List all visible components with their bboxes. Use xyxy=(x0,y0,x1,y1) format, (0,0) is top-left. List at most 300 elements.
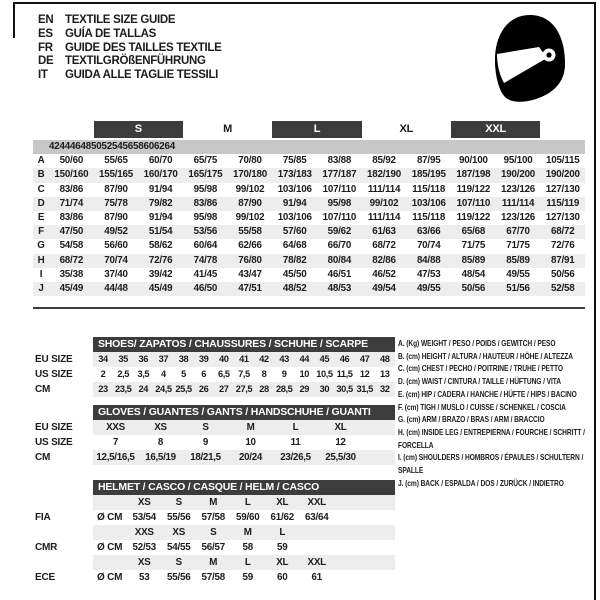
shoe-cm-size: 23 xyxy=(98,384,108,394)
shoe-eu-size: 48 xyxy=(380,354,390,364)
shoe-us-size: 4 xyxy=(161,369,166,379)
size-value-cell: 111/114 xyxy=(501,197,535,209)
fia-values xyxy=(93,510,395,525)
helmet-size-value: 55/56 xyxy=(166,572,191,583)
size-value-cell: 84/88 xyxy=(416,254,441,266)
shoe-us-size: 3,5 xyxy=(137,369,150,379)
size-table-row xyxy=(33,239,585,253)
helmet-size-label: XXL xyxy=(307,497,326,508)
helmet-icon xyxy=(490,12,570,104)
legend-item: A. (Kg) WEIGHT / PESO / POIDS / GEWITCH / PESO xyxy=(398,338,556,348)
size-value-cell: 177/187 xyxy=(322,169,357,181)
shoes-cm-values xyxy=(93,382,395,397)
size-column-header: 54 xyxy=(112,141,123,152)
size-value-cell: 83/88 xyxy=(327,155,352,167)
language-title: TEXTILE SIZE GUIDE xyxy=(65,14,176,26)
size-table-row xyxy=(33,183,585,197)
size-group-xl: XL xyxy=(399,123,414,135)
shoe-cm-size: 28 xyxy=(259,384,269,394)
legend-item: H. (cm) INSIDE LEG / ENTREPIERNA / FOURCHE / SCHRITT / FORCELLA xyxy=(398,426,585,450)
glove-eu-size: XL xyxy=(334,422,347,433)
shoe-us-size: 6,5 xyxy=(217,369,230,379)
size-value-cell: 51/56 xyxy=(506,282,530,294)
shoe-cm-size: 24,5 xyxy=(155,384,172,394)
shoe-cm-size: 27,5 xyxy=(235,384,253,394)
size-value-cell: 75/78 xyxy=(104,197,128,209)
measurement-row-label: C xyxy=(37,183,45,195)
language-row xyxy=(38,42,222,56)
size-value-cell: 82/86 xyxy=(372,254,396,266)
gloves-cm-row xyxy=(33,450,395,465)
language-row xyxy=(38,69,222,83)
size-value-cell: 75/85 xyxy=(282,155,307,167)
legend-item: D. (cm) WAIST / CINTURA / TAILLE / HÜFTUNG / VITA xyxy=(398,376,561,387)
size-value-cell: 48/52 xyxy=(282,282,307,294)
ece-sizes xyxy=(93,555,395,570)
size-column-header: 50 xyxy=(91,141,102,152)
size-value-cell: 91/94 xyxy=(148,211,173,223)
ece-values xyxy=(93,570,395,585)
size-column-header: 58 xyxy=(133,141,144,152)
helmet-size-value: 61 xyxy=(311,572,322,583)
shoe-eu-size: 35 xyxy=(118,354,128,364)
glove-eu-size: M xyxy=(246,422,255,433)
helmet-size-label: L xyxy=(244,497,251,508)
size-value-cell: 45/49 xyxy=(59,282,84,294)
helmet-size-value: 56/57 xyxy=(201,542,226,553)
size-value-cell: 119/122 xyxy=(456,211,491,223)
legend-item: E. (cm) HIP / CADERA / HANCHE / HÜFTE / HIPS / BACINO xyxy=(398,388,577,399)
glove-eu-size: XS xyxy=(154,422,167,433)
row-label: CM xyxy=(35,384,51,395)
size-value-cell: 99/102 xyxy=(235,211,265,223)
size-value-cell: 119/122 xyxy=(456,183,491,195)
size-group-header-row xyxy=(33,121,585,138)
size-value-cell: 105/115 xyxy=(545,155,580,167)
size-value-cell: 46/51 xyxy=(327,268,352,280)
measurement-row-label: B xyxy=(37,169,45,181)
shoe-cm-size: 30 xyxy=(319,384,330,394)
size-value-cell: 63/66 xyxy=(416,226,441,238)
size-value-cell: 65/75 xyxy=(193,155,218,167)
shoe-eu-size: 40 xyxy=(219,354,229,364)
size-value-cell: 95/98 xyxy=(327,197,352,209)
size-value-cell: 68/72 xyxy=(59,254,84,266)
helmet-size-label: XS xyxy=(137,557,151,568)
helmet-size-value: 58 xyxy=(242,542,253,553)
size-value-cell: 115/119 xyxy=(546,197,580,209)
language-row xyxy=(38,14,222,28)
shoes-us-row xyxy=(33,367,395,382)
size-value-cell: 95/100 xyxy=(503,155,533,167)
fia-size-header-row xyxy=(33,495,395,510)
size-column-header: 44 xyxy=(59,141,70,152)
helmet-size-label: XS xyxy=(172,527,186,538)
size-value-cell: 43/47 xyxy=(238,268,262,280)
size-value-cell: 87/90 xyxy=(104,211,128,223)
size-value-cell: 83/86 xyxy=(193,197,218,209)
size-value-cell: 79/82 xyxy=(148,197,173,209)
glove-cm-size: 16,5/19 xyxy=(145,452,176,463)
size-value-cell: 71/75 xyxy=(506,240,530,252)
size-value-cell: 72/76 xyxy=(550,240,575,252)
cert-label: FIA xyxy=(35,512,51,523)
size-value-cell: 50/56 xyxy=(461,282,486,294)
size-value-cell: 87/90 xyxy=(104,183,128,195)
size-value-cell: 74/78 xyxy=(193,254,218,266)
size-value-cell: 46/50 xyxy=(193,282,218,294)
size-value-cell: 49/52 xyxy=(104,226,128,238)
size-value-cell: 49/55 xyxy=(416,282,441,294)
glove-eu-size: XXS xyxy=(106,422,125,433)
size-value-cell: 170/180 xyxy=(233,169,268,181)
cmr-values xyxy=(93,540,395,555)
ece-values-row xyxy=(33,570,395,585)
helmet-size-value: 55/56 xyxy=(166,512,191,523)
size-table-row xyxy=(33,225,585,239)
size-value-cell: 64/68 xyxy=(282,240,307,252)
size-value-cell: 182/190 xyxy=(367,169,402,181)
language-title: GUIDE DES TAILLES TEXTILE xyxy=(65,41,222,54)
shoe-eu-size: 43 xyxy=(279,354,289,364)
helmet-size-table xyxy=(33,480,395,585)
size-value-cell: 59/62 xyxy=(327,226,352,238)
helmet-size-label: M xyxy=(243,527,252,538)
glove-cm-size: 20/24 xyxy=(238,452,263,463)
shoe-eu-size: 36 xyxy=(138,354,149,364)
size-value-cell: 190/200 xyxy=(545,169,580,181)
shoe-us-size: 6 xyxy=(201,369,207,379)
cert-label: ECE xyxy=(35,572,55,583)
size-value-cell: 51/54 xyxy=(148,226,173,238)
size-value-cell: 103/106 xyxy=(411,197,446,209)
shoe-eu-size: 39 xyxy=(198,354,209,364)
row-label: EU SIZE xyxy=(35,354,73,365)
size-value-cell: 91/94 xyxy=(148,183,173,195)
language-title: GUIDA ALLE TAGLIE TESSILI xyxy=(65,69,219,82)
size-value-cell: 68/72 xyxy=(550,226,575,238)
size-value-cell: 57/60 xyxy=(282,226,307,238)
cmr-sizes xyxy=(93,525,395,540)
shoes-size-table xyxy=(33,337,395,397)
size-value-cell: 87/95 xyxy=(416,155,441,167)
helmet-size-value: 59/60 xyxy=(235,512,260,523)
size-value-cell: 76/80 xyxy=(238,254,262,266)
size-value-cell: 111/114 xyxy=(367,211,401,223)
helmet-size-label: M xyxy=(209,497,218,508)
table-bottom-rule xyxy=(33,307,585,309)
size-value-cell: 56/60 xyxy=(104,240,128,252)
size-value-cell: 187/198 xyxy=(456,169,491,181)
unit-spacer xyxy=(93,525,127,540)
shoe-us-size: 10 xyxy=(299,369,310,379)
shoe-eu-size: 44 xyxy=(299,354,310,364)
measurement-row-label: I xyxy=(39,268,43,280)
helmet-size-value: 61/62 xyxy=(270,512,295,523)
frame-top-border xyxy=(13,2,596,4)
glove-cm-size: 25,5/30 xyxy=(325,452,356,463)
size-column-header: 48 xyxy=(80,141,91,152)
row-label-spacer xyxy=(33,525,93,540)
language-code: DE xyxy=(38,55,54,68)
size-value-cell: 127/130 xyxy=(545,211,580,223)
size-table-row xyxy=(33,168,585,182)
frame-left-border xyxy=(13,2,15,38)
ece-size-header-row xyxy=(33,555,395,570)
size-value-cell: 107/110 xyxy=(322,183,357,195)
shoe-eu-size: 42 xyxy=(259,354,269,364)
size-column-header: 46 xyxy=(70,141,81,152)
size-column-header: 56 xyxy=(122,141,133,152)
size-value-cell: 54/58 xyxy=(59,240,84,252)
gloves-size-table xyxy=(33,405,395,465)
shoe-eu-size: 37 xyxy=(158,354,169,364)
legend-item: C. (cm) CHEST / PECHO / POITRINE / TRUHE / PETTO xyxy=(398,363,563,374)
legend-item: J. (cm) BACK / ESPALDA / DOS / ZURÜCK / INDIETRO xyxy=(398,477,564,488)
size-table-row xyxy=(33,282,585,296)
gloves-cm-values xyxy=(93,450,395,465)
shoe-eu-size: 45 xyxy=(319,354,330,364)
size-value-cell: 111/114 xyxy=(367,183,401,195)
size-value-cell: 60/64 xyxy=(193,240,218,252)
measurement-row-label: H xyxy=(37,254,45,266)
diameter-cm-label: Ø CM xyxy=(97,512,123,523)
shoe-eu-size: 46 xyxy=(339,354,350,364)
size-value-cell: 46/52 xyxy=(372,268,396,280)
size-value-cell: 150/160 xyxy=(54,169,89,181)
size-value-cell: 66/70 xyxy=(327,240,352,252)
measurement-row-label: G xyxy=(37,240,45,252)
helmet-size-label: L xyxy=(279,527,286,538)
shoe-us-size: 5 xyxy=(181,369,186,379)
shoes-us-values xyxy=(93,367,395,382)
size-value-cell: 123/126 xyxy=(501,211,536,223)
fia-values-row xyxy=(33,510,395,525)
gloves-eu-row xyxy=(33,420,395,435)
language-title: GUÍA DE TALLAS xyxy=(65,27,156,40)
helmet-size-label: S xyxy=(210,527,217,538)
size-column-header: 62 xyxy=(154,141,165,152)
size-value-cell: 47/53 xyxy=(416,268,441,280)
shoe-us-size: 2,5 xyxy=(117,369,130,379)
legend-item: I. (cm) SHOULDERS / HOMBROS / ÉPAULES / SCHULTERN / SPALLE xyxy=(398,452,584,476)
shoe-cm-size: 23,5 xyxy=(114,384,132,394)
shoe-eu-size: 38 xyxy=(178,354,189,364)
size-value-cell: 53/56 xyxy=(193,226,218,238)
shoe-us-size: 8 xyxy=(261,369,267,379)
helmet-size-label: S xyxy=(175,497,182,508)
measurement-row-label: D xyxy=(37,197,45,209)
size-value-cell: 90/100 xyxy=(459,155,488,167)
textile-size-table xyxy=(33,121,585,296)
group-spacer xyxy=(33,121,94,138)
shoe-eu-size: 41 xyxy=(239,354,249,364)
size-value-cell: 47/50 xyxy=(59,226,84,238)
size-value-cell: 35/38 xyxy=(59,268,84,280)
row-label: US SIZE xyxy=(35,437,73,448)
gloves-us-row xyxy=(33,435,395,450)
size-value-cell: 103/106 xyxy=(277,211,312,223)
size-value-cell: 99/102 xyxy=(235,183,265,195)
size-value-cell: 60/70 xyxy=(148,155,173,167)
size-value-cell: 173/183 xyxy=(277,169,312,181)
size-value-cell: 52/58 xyxy=(550,282,575,294)
language-title: TEXTILGRÖßENFÜHRUNG xyxy=(65,55,206,68)
size-column-header: 60 xyxy=(143,141,154,152)
glove-us-size: 9 xyxy=(202,437,209,448)
helmet-section-title: HELMET / CASCO / CASQUE / HELM / CASCO xyxy=(93,480,395,495)
helmet-size-value: 59 xyxy=(277,542,288,553)
size-table-row xyxy=(33,254,585,268)
size-value-cell: 70/74 xyxy=(416,240,441,252)
size-value-cell: 85/89 xyxy=(461,254,486,266)
size-group-s: S xyxy=(94,121,183,138)
gloves-eu-values xyxy=(93,420,395,435)
shoe-cm-size: 26 xyxy=(198,384,209,394)
shoe-us-size: 12 xyxy=(359,369,370,379)
helmet-size-label: L xyxy=(244,557,251,568)
size-value-cell: 155/165 xyxy=(99,169,134,181)
shoe-cm-size: 24 xyxy=(138,384,149,394)
helmet-size-value: 63/64 xyxy=(304,512,329,523)
size-value-cell: 49/54 xyxy=(372,282,396,294)
shoe-cm-size: 25,5 xyxy=(175,384,192,394)
helmet-size-label: M xyxy=(209,557,218,568)
cmr-values-row xyxy=(33,540,395,555)
helmet-size-label: XL xyxy=(276,557,289,568)
helmet-size-label: XXS xyxy=(134,527,154,538)
size-value-cell: 115/118 xyxy=(412,183,446,195)
size-value-cell: 50/56 xyxy=(550,268,575,280)
gloves-section-title: GLOVES / GUANTES / GANTS / HANDSCHUHE / GUANTI xyxy=(93,405,395,420)
helmet-size-value: 59 xyxy=(242,572,253,583)
glove-cm-size: 18/21,5 xyxy=(190,452,221,463)
size-value-cell: 45/50 xyxy=(282,268,307,280)
shoe-eu-size: 34 xyxy=(98,354,108,364)
size-value-cell: 107/110 xyxy=(322,211,357,223)
diameter-cm-label: Ø CM xyxy=(97,572,123,583)
glove-us-size: 10 xyxy=(245,437,256,448)
shoe-cm-size: 27 xyxy=(219,384,229,394)
size-column-header-row xyxy=(33,140,585,154)
size-value-cell: 71/74 xyxy=(59,197,84,209)
size-value-cell: 55/58 xyxy=(238,226,262,238)
unit-spacer xyxy=(93,555,127,570)
measurement-legend xyxy=(398,337,590,489)
row-label: EU SIZE xyxy=(35,422,73,433)
size-value-cell: 68/72 xyxy=(372,240,396,252)
shoe-us-size: 7,5 xyxy=(238,369,250,379)
size-table-row xyxy=(33,268,585,282)
shoe-cm-size: 30,5 xyxy=(336,384,353,394)
helmet-size-value: 54/55 xyxy=(166,542,191,553)
size-table-row xyxy=(33,197,585,211)
shoe-us-size: 10,5 xyxy=(316,369,333,379)
helmet-size-value: 60 xyxy=(277,572,288,583)
shoe-us-size: 9 xyxy=(281,369,287,379)
size-group-l: L xyxy=(272,121,361,138)
size-value-cell: 83/86 xyxy=(59,211,84,223)
glove-us-size: 12 xyxy=(335,437,346,448)
size-group-xxl: XXL xyxy=(451,121,540,138)
size-value-cell: 80/84 xyxy=(327,254,352,266)
size-value-cell: 87/90 xyxy=(238,197,262,209)
size-value-cell: 72/76 xyxy=(148,254,173,266)
size-value-cell: 107/110 xyxy=(456,197,491,209)
size-value-cell: 45/49 xyxy=(148,282,173,294)
frame-right-border xyxy=(594,2,596,600)
language-code: EN xyxy=(38,14,54,26)
size-value-cell: 55/65 xyxy=(104,155,128,167)
measurement-row-label: J xyxy=(38,282,44,294)
language-row xyxy=(38,28,222,42)
helmet-size-label: S xyxy=(175,557,182,568)
size-value-cell: 50/60 xyxy=(59,155,84,167)
size-value-cell: 91/94 xyxy=(282,197,307,209)
measurement-row-label: A xyxy=(37,155,45,167)
shoe-cm-size: 32 xyxy=(380,384,390,394)
language-row xyxy=(38,55,222,69)
helmet-size-label: XS xyxy=(137,497,151,508)
size-value-cell: 47/51 xyxy=(238,282,262,294)
size-value-cell: 39/42 xyxy=(148,268,173,280)
size-value-cell: 41/45 xyxy=(193,268,218,280)
size-value-cell: 62/66 xyxy=(238,240,262,252)
size-value-cell: 127/130 xyxy=(545,183,580,195)
helmet-size-value: 52/53 xyxy=(132,542,157,553)
legend-item: B. (cm) HEIGHT / ALTURA / HAUTEUR / HÖHE / ALTEZZA xyxy=(398,350,573,361)
legend-item: G. (cm) ARM / BRAZO / BRAS / ARM / BRACCIO xyxy=(398,414,545,425)
glove-eu-size: L xyxy=(292,422,299,433)
shoes-section-title: SHOES/ ZAPATOS / CHAUSSURES / SCHUHE / SCARPE xyxy=(93,337,395,352)
size-value-cell: 115/118 xyxy=(412,211,446,223)
helmet-size-label: XL xyxy=(276,497,289,508)
helmet-size-value: 57/58 xyxy=(201,512,226,523)
unit-spacer xyxy=(93,495,127,510)
shoe-cm-size: 28,5 xyxy=(275,384,293,394)
cert-label: CMR xyxy=(35,542,58,553)
size-value-cell: 95/98 xyxy=(193,211,218,223)
size-value-cell: 61/63 xyxy=(372,226,396,238)
shoes-eu-row xyxy=(33,352,395,367)
shoe-us-size: 13 xyxy=(380,369,390,379)
size-value-cell: 83/86 xyxy=(59,183,84,195)
size-column-header: 64 xyxy=(164,141,175,152)
size-value-cell: 70/74 xyxy=(104,254,128,266)
shoe-cm-size: 29 xyxy=(299,384,310,394)
glove-us-size: 8 xyxy=(157,437,164,448)
helmet-size-label: XXL xyxy=(307,557,326,568)
glove-cm-size: 23/26,5 xyxy=(280,452,311,463)
size-value-cell: 70/80 xyxy=(238,155,262,167)
size-value-cell: 67/70 xyxy=(506,226,530,238)
shoe-cm-size: 31,5 xyxy=(356,384,373,394)
row-label-spacer xyxy=(33,495,93,510)
language-code: ES xyxy=(38,27,53,40)
size-value-cell: 165/175 xyxy=(188,169,223,181)
language-code: IT xyxy=(38,69,48,82)
shoe-us-size: 11,5 xyxy=(336,369,353,379)
size-value-cell: 48/54 xyxy=(461,268,486,280)
size-value-cell: 160/170 xyxy=(143,169,178,181)
size-value-cell: 71/75 xyxy=(461,240,486,252)
size-value-cell: 185/195 xyxy=(411,169,446,181)
row-label-spacer xyxy=(33,140,49,154)
language-header xyxy=(38,14,222,83)
legend-item: F. (cm) TIGH / MUSLO / CUISSE / SCHENKEL / COSCIA xyxy=(398,401,566,412)
size-value-cell: 58/62 xyxy=(148,240,173,252)
size-column-header: 42 xyxy=(49,141,60,152)
